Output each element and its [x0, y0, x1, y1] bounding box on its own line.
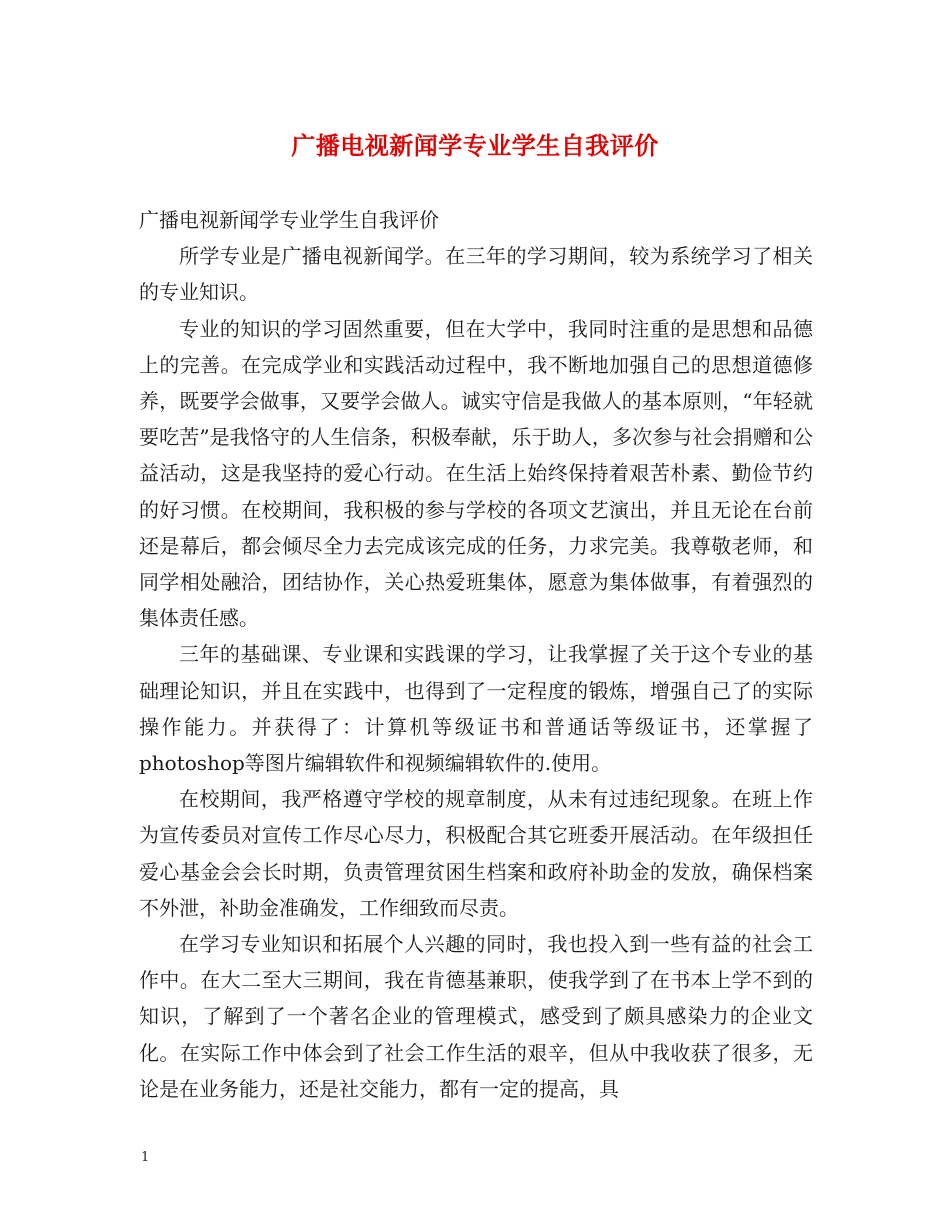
paragraph-major: 所学专业是广播电视新闻学。在三年的学习期间，较为系统学习了相关的专业知识。: [139, 244, 813, 305]
document-title: 广播电视新闻学专业学生自我评价: [291, 131, 659, 160]
paragraph-discipline: 在校期间，我严格遵守学校的规章制度，从未有过违纪现象。在班上作为宣传委员对宣传工作尽心尽力，积极配合其它班委开展活动。在年级担任爱心基金会会长时期，负责管理贫困生档案和政府补助金的发放，确保档案不外泄，补助金准确发，工作细致而尽责。: [139, 787, 813, 920]
page-number: 1: [141, 1150, 150, 1165]
paragraph-character: 专业的知识的学习固然重要，但在大学中，我同时注重的是思想和品德上的完善。在完成学业和实践活动过程中，我不断地加强自己的思想道德修养，既要学会做事，又要学会做人。诚实守信是我做人的基本原则，“年轻就要吃苦”是我恪守的人生信条，积极奉献，乐于助人，多次参与社会捐赠和公益活动，这是我坚持的爱心行动。在生活上始终保持着艰苦朴素、勤俭节约的好习惯。在校期间，我积极的参与学校的各项文艺演出，并且无论在台前还是幕后，都会倾尽全力去完成该完成的任务，力求完美。我尊敬老师，和同学相处融洽，团结协作，关心热爱班集体，愿意为集体做事，有着强烈的集体责任感。: [139, 316, 813, 631]
document-subtitle: 广播电视新闻学专业学生自我评价: [139, 208, 439, 232]
document-body: [139, 202, 813, 1107]
paragraph-coursework: 三年的基础课、专业课和实践课的学习，让我掌握了关于这个专业的基础理论知识，并且在实践中，也得到了一定程度的锻炼，增强自己了的实际操作能力。并获得了：计算机等级证书和普通话等级证书，还掌握了photoshop等图片编辑软件和视频编辑软件的.使用。: [139, 642, 813, 776]
paragraph-social-work: 在学习专业知识和拓展个人兴趣的同时，我也投入到一些有益的社会工作中。在大二至大三期间，我在肯德基兼职，使我学到了在书本上学不到的知识，了解到了一个著名企业的管理模式，感受到了颇具感染力的企业文化。在实际工作中体会到了社会工作生活的艰辛，但从中我收获了很多，无论是在业务能力，还是社交能力，都有一定的提高，具: [139, 932, 813, 1101]
